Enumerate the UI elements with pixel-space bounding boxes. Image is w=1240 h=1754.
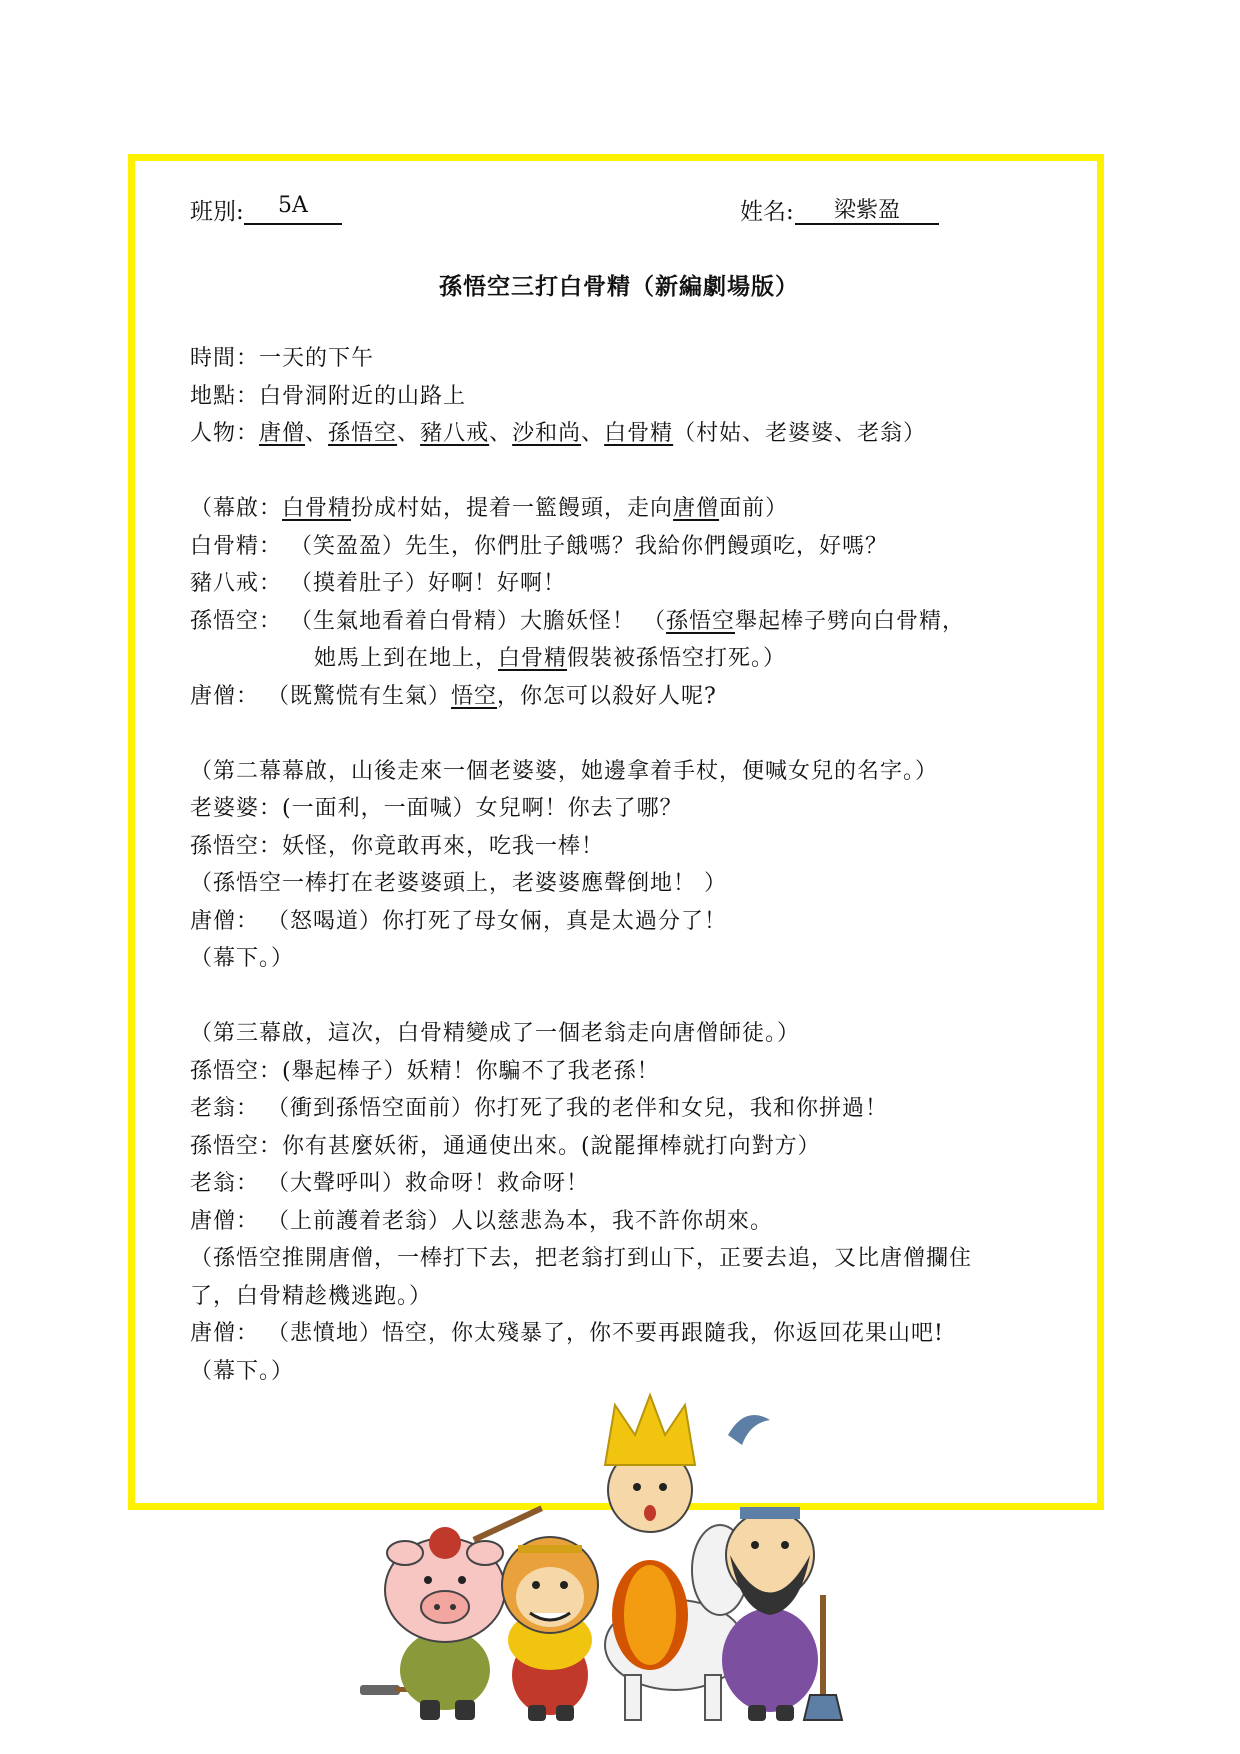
- character-name: 唐僧: [259, 421, 306, 446]
- text-segment: （幕啟：: [190, 496, 283, 521]
- dialogue-line: 老翁： （衝到孫悟空面前）你打死了我的老伴和女兒，我和你拼過！: [190, 1096, 888, 1121]
- characters-illustration-icon: [350, 1375, 905, 1725]
- text-segment: 舉起棒子劈向白骨精，: [735, 608, 966, 634]
- text-segment: 孫悟空： （生氣地看着白骨精）大膽妖怪！ （: [190, 608, 666, 634]
- character-name: 白骨精: [604, 421, 674, 446]
- text-segment: 她馬上到在地上，: [314, 646, 499, 671]
- pigsy-figure: [360, 1527, 505, 1720]
- time-line: 時間：一天的下午: [190, 346, 375, 371]
- separator: 、: [305, 421, 329, 446]
- text-segment: 唐僧： （既驚慌有生氣）: [190, 683, 451, 709]
- scene2-stage-direction: （第二幕幕啟，山後走來一個老婆婆，她邊拿着手杖，便喊女兒的名字。）: [190, 758, 939, 784]
- sandy-figure: [722, 1415, 842, 1721]
- text-segment: 悟空: [451, 683, 498, 709]
- curtain-line: （幕下。）: [190, 946, 295, 971]
- characters-illustration-svg: [350, 1375, 905, 1725]
- character-name: 豬八戒: [420, 421, 490, 446]
- characters-prefix: 人物：: [190, 421, 260, 446]
- script-title: 孫悟空三打白骨精（新編劇場版）: [439, 273, 799, 300]
- worksheet-header: [190, 193, 1050, 229]
- dialogue-line: [190, 678, 1050, 716]
- scene1-stage-direction: [190, 490, 1050, 528]
- stage-direction: （孫悟空一棒打在老婆婆頭上，老婆婆應聲倒地！ ）: [190, 871, 727, 896]
- text-segment: ，你怎可以殺好人呢?: [497, 683, 717, 709]
- separator: 、: [397, 421, 421, 446]
- character-name: 沙和尚: [512, 421, 582, 446]
- dialogue-line: 老婆婆：(一面利，一面喊）女兒啊！你去了哪？: [190, 796, 683, 821]
- stage-direction: 了，白骨精趁機逃跑。）: [190, 1283, 433, 1309]
- separator: 、: [489, 421, 513, 446]
- text-segment: 孫悟空: [666, 608, 736, 634]
- place-line: 地點：白骨洞附近的山路上: [190, 383, 467, 409]
- separator: 、: [581, 421, 605, 446]
- dialogue-line: 唐僧： （悲憤地）悟空，你太殘暴了，你不要再跟隨我，你返回花果山吧!: [190, 1321, 944, 1346]
- text-segment: 唐僧: [673, 496, 720, 521]
- class-value: 5A: [244, 193, 342, 225]
- text-segment: 假裝被孫悟空打死。）: [567, 646, 787, 671]
- dialogue-line: 老翁： （大聲呼叫）救命呀！救命呀！: [190, 1171, 589, 1196]
- tang-monk-figure: [605, 1395, 695, 1670]
- name-label: 姓名:: [740, 199, 794, 225]
- dialogue-line: 唐僧： （怒喝道）你打死了母女倆，真是太過分了！: [190, 908, 727, 934]
- scene3-stage-direction: （第三幕啟，這次，白骨精變成了一個老翁走向唐僧師徒。）: [190, 1021, 801, 1046]
- text-segment: 面前）: [719, 496, 789, 521]
- text-segment: 白骨精: [282, 496, 352, 521]
- dialogue-line: 孫悟空：妖怪，你竟敢再來，吃我一棒！: [190, 833, 605, 859]
- dialogue-line: 白骨精： （笑盈盈）先生，你們肚子餓嗎？我給你們饅頭吃，好嗎？: [190, 533, 888, 559]
- dialogue-line: 孫悟空：(舉起棒子）妖精！你騙不了我老孫！: [190, 1058, 660, 1084]
- characters-line: [190, 415, 1050, 453]
- dialogue-line: 豬八戒： （摸着肚子）好啊！好啊！: [190, 571, 566, 596]
- dialogue-line: [190, 603, 1050, 641]
- dialogue-line: [190, 640, 1050, 678]
- dialogue-line: 孫悟空：你有甚麼妖術，通通使出來。(說罷揮棒就打向對方）: [190, 1133, 821, 1159]
- curtain-line: （幕下。）: [190, 1358, 295, 1384]
- text-segment: 扮成村姑，提着一籃饅頭，走向: [351, 496, 674, 521]
- dialogue-line: 唐僧： （上前護着老翁）人以慈悲為本，我不許你胡來。: [190, 1208, 773, 1234]
- script-body: [190, 340, 1050, 1390]
- text-segment: 白骨精: [498, 646, 568, 671]
- stage-direction: （孫悟空推開唐僧，一棒打下去，把老翁打到山下，正要去追，又比唐僧攔住: [190, 1246, 973, 1271]
- character-name: 孫悟空: [328, 421, 398, 446]
- name-value: 梁紫盈: [795, 193, 939, 225]
- class-label: 班別:: [190, 199, 244, 225]
- characters-suffix: （村姑、老婆婆、老翁）: [673, 421, 927, 446]
